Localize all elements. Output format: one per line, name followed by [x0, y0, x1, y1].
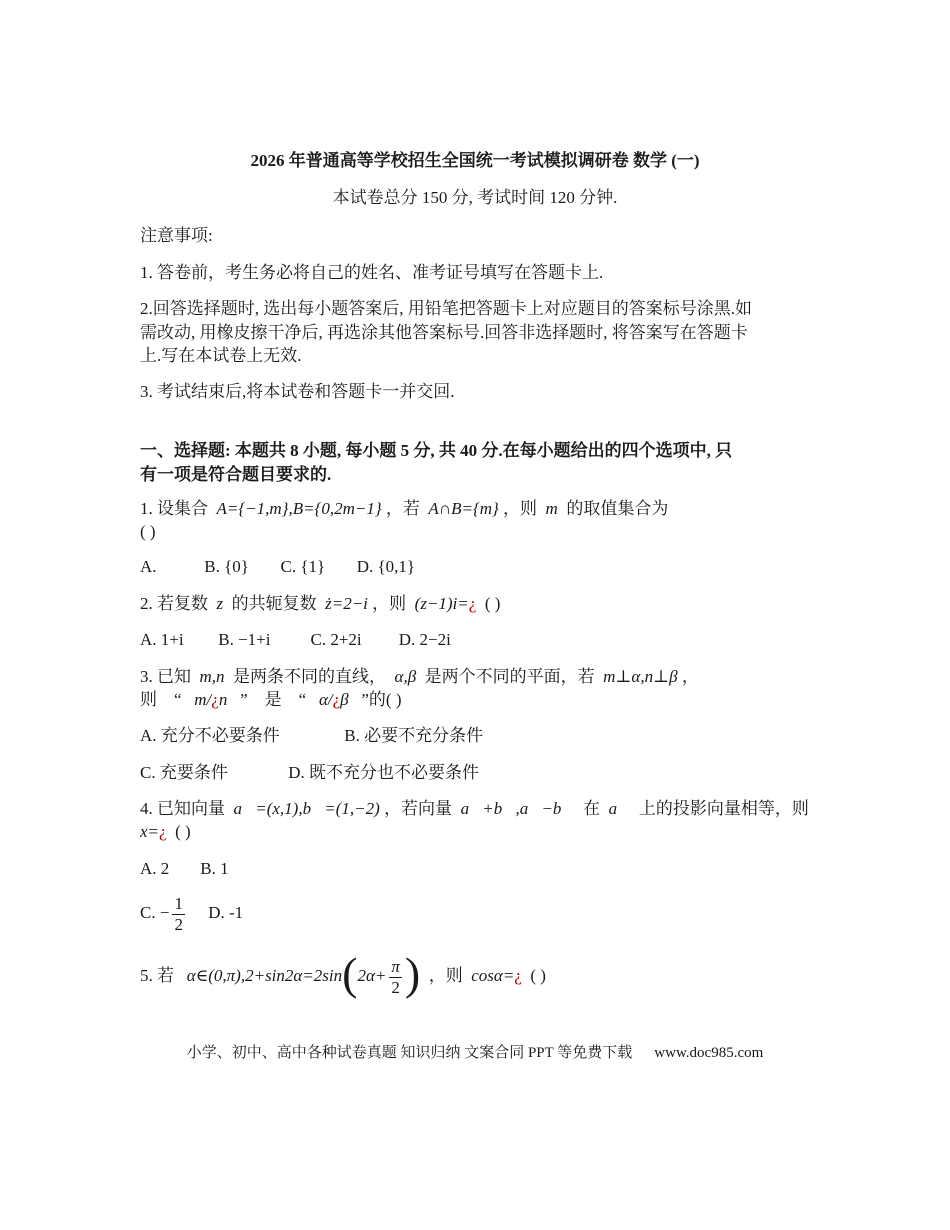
question-3: 3. 已知 m,n 是两条不同的直线， α,β 是两个不同的平面，若 m⊥α,n⊥β ，: [140, 667, 699, 686]
fraction: $\frac{1}{2}$: [174, 893, 183, 934]
exam-info: 本试卷总分 150 分, 考试时间 120 分钟.: [332, 188, 618, 207]
question-2: 2. 若复数 z 的共轭复数 ż=2−i ，则 (z−1)i=¿ ( ): [140, 594, 501, 613]
question-5: 5. 若 α∈(0,π),2+sin2α=2sin(2α+ $\frac{\pi}{2}$ ) ，则 cosα=¿ ( ): [140, 948, 546, 1000]
option-d: D. {0,1}: [356, 557, 416, 576]
section-heading-cont: 有一项是符合题目要求的.: [140, 465, 332, 484]
option-b: B. {0}: [204, 557, 249, 576]
question-3-options-row2: [140, 762, 479, 784]
notice-item: 2.回答选择题时, 选出每小题答案后, 用铅笔把答题卡上对应题目的答案标号涂黑.如: [140, 299, 752, 318]
notice-item: 3. 考试结束后,将本试卷和答题卡一并交回.: [140, 382, 455, 401]
footer-text: 小学、初中、高中各种试卷真题 知识归纳 文案合同 PPT 等免费下载: [186, 1045, 633, 1061]
question-1-paren: ( ): [140, 522, 156, 541]
option-a: A. 2: [140, 859, 170, 878]
question-4-options-row1: [140, 858, 229, 880]
notice-item: 1. 答卷前，考生务必将自己的姓名、准考证号填写在答题卡上.: [140, 263, 604, 282]
option-d: D. 既不充分也不必要条件: [288, 763, 480, 782]
page-title: 2026 年普通高等学校招生全国统一考试模拟调研卷 数学 (一): [250, 151, 700, 170]
section-heading: 一、选择题: 本题共 8 小题, 每小题 5 分, 共 40 分.在每小题给出的四个选项中, 只: [140, 441, 733, 460]
footer-url[interactable]: www.doc985.com: [654, 1045, 764, 1061]
question-2-options: [140, 629, 451, 651]
fraction: $\frac{\pi}{2}$: [391, 956, 400, 997]
option-a: A.: [140, 557, 157, 576]
question-3-cont: 则 “ m/¿n ” 是 “ α/¿β ”的( ): [140, 690, 402, 709]
option-d: D. 2−2i: [398, 630, 451, 649]
option-a: A. 1+i: [140, 630, 184, 649]
question-1-sets: A={−1,m},B={0,2m−1}: [216, 499, 382, 518]
notice-heading: 注意事项:: [140, 226, 213, 245]
notice-item: 上.写在本试卷上无效.: [140, 346, 302, 365]
option-b: B. 必要不充分条件: [344, 726, 484, 745]
option-b: B. −1+i: [218, 630, 271, 649]
notice-item: 需改动, 用橡皮擦干净后, 再选涂其他答案标号.回答非选择题时, 将答案写在答题卡: [140, 323, 748, 342]
option-c: C. {1}: [280, 557, 326, 576]
page-footer: [0, 1041, 950, 1062]
question-1: 1. 设集合 A={−1,m},B={0,2m−1} ，若 A∩B={m} ，则 m 的取值集合为: [140, 499, 669, 518]
question-4-options-row2: [140, 893, 243, 935]
option-c: C. 充要条件: [140, 763, 228, 782]
question-4: 4. 已知向量 a⃗=(x,1),b⃗=(1,−2) ，若向量 a⃗+b⃗,a⃗−b⃗ 在 a⃗ 上的投影向量相等，则: [140, 799, 809, 818]
option-a: A. 充分不必要条件: [140, 726, 280, 745]
option-c: C. − $\frac{1}{2}$: [140, 893, 183, 934]
question-3-options-row1: [140, 725, 483, 747]
option-d: D. -1: [208, 903, 244, 922]
question-1-options: [140, 556, 415, 578]
option-c: C. 2+2i: [310, 630, 362, 649]
question-4-cont: x=¿ ( ): [140, 822, 191, 841]
option-b: B. 1: [200, 859, 229, 878]
